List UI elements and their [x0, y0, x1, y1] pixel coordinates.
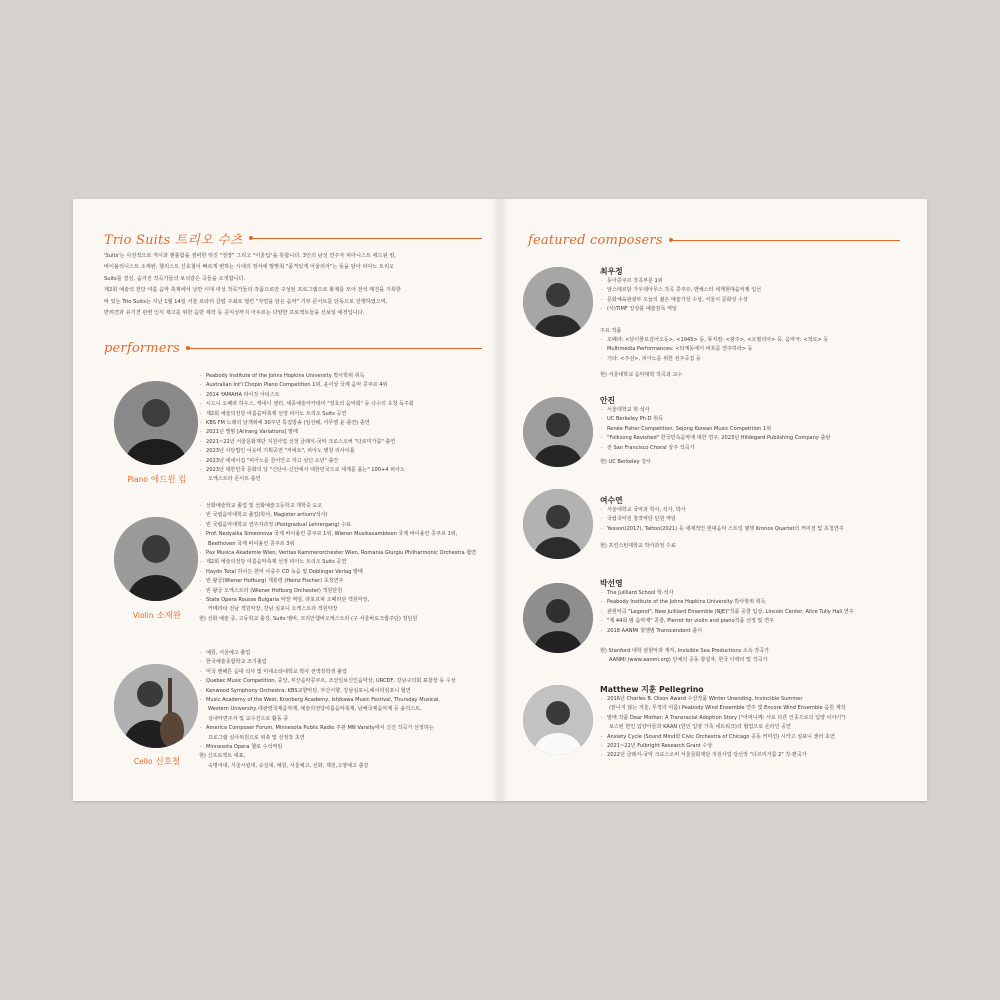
bio-item: · Haydn Total 하이든 현악 사중주 CD 녹음 및 Doblinger Verlag 발매: [199, 568, 476, 577]
pianist-role: [111, 473, 203, 485]
bio-item: · The Juilliard School 학·석사: [600, 589, 854, 598]
heading-rule: [249, 238, 482, 239]
bio-item: · 문화체육관광부 오늘의 젊은 예술가상 수상, 서울시 문화상 수상: [600, 296, 761, 305]
bio-item: · 2023년 에세이집 "피아노를 끌어안고 자고 싶던 소년" 출간: [199, 457, 414, 466]
bio-item: · 전 San Francisco Choral 상주 작곡가: [600, 444, 830, 453]
bio-item: · 암스테르담 가우데아무스 작곡 콩쿠르, 맨체스터 세계현대음악제 입선: [600, 286, 761, 295]
bio-item: · Australian Int'l Chopin Piano Competition 1위, 윤이상 국제 음악 콩쿠르 4위: [199, 381, 414, 390]
bio-item: · Yessori(2017), Tattoo(2021) 등 세계적인 현대음악 스트링 퀄텟 Kronos Quartet의 커미션 및 초청연주: [600, 525, 844, 534]
performers-title: performers: [104, 341, 180, 356]
works-label: 주요 작품: [600, 328, 622, 334]
bio-item: · 제2회 예술의전당 여름음악축제 선정 피아노 트리오 Suits 공연: [199, 558, 476, 567]
composer-current: 현) 프린스턴대학교 박사과정 수료: [600, 543, 676, 549]
bio-item: · UC Berkeley Ph.D 취득: [600, 415, 830, 424]
bio-item: · 예원, 서울예고 졸업: [199, 649, 456, 658]
intro-line: 반려견과 유기견 관련 인식 제고를 위한 음반 제작 등 공익성까지 아우르는 다양한 프로젝트들을 선보일 예정입니다.: [104, 310, 365, 317]
bio-item: · 2023년 대한민국 문화의 달 "신단이-신안에서 대한민국으로 세계를 품는" 100+4 피아노: [199, 466, 414, 475]
composer-photo: [523, 489, 593, 559]
composer-photo: [523, 397, 593, 467]
bio-item: · KBS FM 노래의 날개위에 30주년 특집방송 (임선혜, 사무엘 윤 출연) 출연: [199, 419, 414, 428]
bio-item: · 발매 작품 Dear Mother: A Transracial Adoption Story ("어머니께: 서로 다른 인종으로의 입양 이야기"): [600, 714, 846, 723]
cellist-role: [111, 755, 203, 767]
composer-bio: [600, 695, 846, 761]
bio-item: · Kenwood Symphony Orchestra, KBS교향악단, 부산시향, 강남심포니,헤이리심포니 협연: [199, 687, 456, 696]
cellist-bio: [199, 649, 456, 771]
composer-photo: [523, 267, 593, 337]
bio-item: Beethoven 국제 바이올린 콩쿠르 3위: [208, 540, 295, 547]
composer-photo: [523, 685, 593, 755]
composer-current: [600, 647, 769, 666]
work-item: · 오페라: <달이물로걸어오듯>, <1945> 등, 뮤지컬: <광주>, <오필리아> 등, 음악극: <적로> 등: [600, 336, 828, 345]
bio-current: 현) 선화 예술 중, 고등학교 출강, Suits 멤버, 코리안챔버오케스트라 (구 서울바로크합주단) 정단원: [199, 615, 418, 622]
bio-item: 오케스트라 콘서트 출연: [208, 476, 261, 483]
bio-item: 실내악연주자 및 교수진으로 활동 중: [208, 715, 289, 722]
violinist-role: [111, 609, 203, 621]
composer-name: 최우정: [600, 267, 623, 276]
bio-item: · Minnesota Opera 첼로 수석역임: [199, 743, 456, 752]
composer-name: Matthew 지훈 Pellegrino: [600, 685, 704, 694]
composer-bio: [600, 406, 830, 453]
bio-item: · 2014 YAMAHA 라이징 아티스트: [199, 391, 414, 400]
bio-item: · Prof. Nedyalka Simeonova 국제 바이올린 콩쿠르 1위, Wiener Musikasambleen 국제 바이올린 콩쿠르 1위,: [199, 530, 476, 539]
current-line: AANMI (www.aanmi.org) 단체의 공동 창설자, 한국 디렉터 및 작곡가: [609, 657, 768, 664]
intro-line: Suits를 결성, 숨겨진 작곡가들의 보석같은 곡들을 소개합니다.: [104, 275, 246, 282]
composer-photo: [523, 583, 593, 653]
composers-heading: [528, 233, 900, 248]
bio-item: · Pax Musica Akademie Wien, Veritas Kammerorchester Wien, Romania Giurgiu Philharmonic Orchestra 협연: [199, 549, 476, 558]
composer-bio: [600, 589, 854, 636]
bio-item: · "Folksong Revisited" 한국민속음악에 대한 연구, 2023년 Hildegard Publishing Company 출판: [600, 434, 830, 443]
work-item: · Multimedia Performances: <탁계동에서 바흐를 연주하라> 등: [600, 345, 828, 354]
performer-name: 소재완: [156, 611, 182, 621]
bio-item: · 빈 국립음악대학교 연주자과정 (Postgradual Lehrergang) 수료: [199, 521, 476, 530]
bio-item: · Peabody Institute of the Johns Hopkins University 박사학위 취득: [199, 372, 414, 381]
bio-item: Western University,대관령국제음악제, 예술의전당여름음악축제, 남해국제음악제 등 솔리스트,: [208, 706, 422, 713]
instrument-label: Cello: [133, 757, 153, 766]
bio-item: · 국립국악원 창작악단 단원 역임: [600, 515, 844, 524]
bio-item: · Renée Fisher Competition, Sejong Korean Music Competition 1위: [600, 425, 830, 434]
composer-name: 여수연: [600, 496, 623, 505]
bio-item: · 선화예술학교 졸업 및 선화예술고등학교 재학중 도오: [199, 502, 476, 511]
right-page: [500, 199, 927, 801]
bio-item: · 2021~22년 서울문화재단 지원사업 선정 클래식-국악 크로스오버 "다르미가름" 출연: [199, 438, 414, 447]
violinist-bio: [199, 502, 476, 624]
bio-item: · 2021년 앨범 [Arirang Variations] 발매: [199, 428, 414, 437]
bio-item: · 관현악곡 "Legend", New Juilliard Ensemble (NJE)"작품 공쿨 입상, Lincoln Center, Alice Tully Hall 연주: [600, 608, 854, 617]
composers-title: featured composers: [528, 233, 663, 248]
heading-rule: [186, 348, 482, 349]
intro-line: 'Suits'는 사전적으로 격식과 젠틀함을 겸비한 멋진 "정장" 그리고 "어울림"을 뜻합니다. 3인의 남성 연주자 피아니스트 에드윈 킴,: [104, 253, 397, 259]
bio-item: · 미국 맨해튼 음대 석사 및 미네소타대학교 박사 전액장학생 졸업: [199, 668, 456, 677]
intro-line: 바 있는 Trio Suits는 지난 1월 14일 서울 로타리 클럽 주최로 열린 "자연을 담은 음악" 기부 콘서트를 단독으로 진행하였으며,: [104, 298, 388, 305]
bio-item: · 서울대학교 학·석사: [600, 406, 830, 415]
bio-item: · State Opera Rousse Bulgaria 악장 역임, 라포르파 오페라단 객원악장,: [199, 596, 476, 605]
bio-item: (끝나지 않는 겨울, 무적의 여름) Peabody Wind Ensemble 연주 및 Encore Wind Ensemble 음원 제작: [609, 705, 846, 712]
bio-item: · 2016년 Charles B. Olson Award 수상작품 Winter Unending, Invincible Summer: [600, 695, 846, 704]
bio-item: · 빈 국립음악대학교 졸업(학사, Magister artium/석사): [199, 511, 476, 520]
performer-name: 에드윈 킴: [150, 475, 187, 485]
bio-item: · 빈 왕궁(Wiener Hofburg) 재통령 (Heinz Fischer) 초청연주: [199, 577, 476, 586]
composer-current: 현) 서울대학교 음악대학 작곡과 교수: [600, 372, 683, 378]
bio-item: · 시드니 오페라 하우스, 케네디 센터, 세종예술아카데미 "정호의 음악회" 등 다수의 초청 독주회: [199, 400, 414, 409]
trio-title-heading: [104, 229, 482, 248]
left-page: [73, 199, 499, 801]
composer-works: [600, 336, 828, 364]
trio-title: Trio Suits 트리오 수츠: [104, 233, 243, 248]
bio-current: 현) 신프로젝트 대표,: [199, 753, 246, 760]
composer-bio: [600, 277, 761, 315]
brochure-spread: [73, 199, 927, 801]
cellist-photo: [114, 664, 198, 748]
intro-line: 바이올리니스트 소재완, 첼리스트 신호철이 빠르게 변하는 시대의 정서에 발맞춰 "품격있게 어울리자"는 뜻을 담아 피아노 트리오: [104, 264, 395, 271]
bio-item: · 2023년 사단법인 어웃비 기획공연 "저에요", 피아노 병창 리사이틀: [199, 447, 414, 456]
composer-name: 안진: [600, 396, 616, 405]
bio-current: 숙명여대, 서울시립대, 숭실대, 예원, 서울예고, 선화, 계원,고양예고 출강: [208, 762, 369, 769]
bio-item: · 동아콩쿠르 작곡부문 1위: [600, 277, 761, 286]
bio-item: · 한국예술종합학교 조기졸업: [199, 658, 456, 667]
instrument-label: Violin: [132, 611, 154, 620]
bio-item: 보스턴 한인 입양아들과 KAAN (한인 입양 가족 네트워크)의 협업으로 온라인 공연: [609, 724, 791, 731]
intro-text: [104, 251, 482, 319]
composer-current: 현) UC Berkeley 강사: [600, 459, 652, 465]
bio-item: · "제 44회 범 음악제" 콩쿨, Pierrot for violin and piano작품 선정 및 연주: [600, 617, 854, 626]
bio-item: · Quebec Music Competition, 중앙, 부산음악콩쿠르, 조선일보신인음악상, URCDF, 강남구의회 표창장 등 수상: [199, 677, 456, 686]
bio-item: · Peabody Institute of the Johns Hopkins University 박사학위 취득: [600, 598, 854, 607]
pianist-photo: [114, 381, 198, 465]
heading-rule: [669, 240, 900, 241]
bio-item: · (사)TIMF 앙상블 예술감독 역임: [600, 305, 761, 314]
bio-item: · 2021~22년 Fulbright Research Grant 수상: [600, 742, 846, 751]
bio-item: · America Composer Forum, Minnesota Public Radio 주관 MN Varsity에서 신진 작곡가 선정하는: [199, 724, 456, 733]
intro-line: 제2회 예술의 전당 여름 음악 축제에서 낭만 시대 여성 작곡가들의 작품으로만 구성된 프로그램으로 화제를 모아 전석 매진을 기록한: [104, 287, 401, 294]
bio-item: · 2018 AANMI 첫앨범 Transcendent 출시: [600, 627, 854, 636]
composer-name: 박선영: [600, 579, 623, 588]
bio-item: 프로그램 심사위원으로 위촉 및 선정작 초연: [208, 734, 305, 741]
bio-item: · 빈 왕궁 오케스트라 (Wiener Hofburg Orchester) 객원단원: [199, 587, 476, 596]
performer-name: 신호철: [155, 757, 181, 767]
composer-bio: [600, 506, 844, 534]
bio-item: · Music Academy of the West, Kronberg Academy, Ishikawa Music Festival, Thursday Musical,: [199, 696, 456, 705]
instrument-label: Piano: [127, 475, 148, 484]
performers-heading: [104, 341, 482, 356]
current-line: 현) Stanford 대학 관현악과 재직, Invisible Sea Productions 소속 작곡가: [600, 648, 770, 654]
work-item: · 기타: <주선>, 피아노를 위한 전주곡집 등: [600, 355, 828, 364]
bio-item: · 2022년 클래식-국악 크로스오버 서울문화재단 지원사업 당선작 "다르미가름 2" 작·편곡가: [600, 751, 846, 760]
bio-item: · 서울대학교 국악과 학사, 석사, 박사: [600, 506, 844, 515]
violinist-photo: [114, 517, 198, 601]
pianist-bio: [199, 372, 414, 485]
bio-item: · 제2회 예술의전당 여름음악축제 선정 피아노 트리오 Suits 공연: [199, 410, 414, 419]
bio-item: 카메라타 전남 객원악장, 강남 심포니 오케스트라 객원악장: [208, 606, 338, 613]
bio-item: · Anxiety Cycle (Sound Mind와 Civic Orchestra of Chicago 공동 커미션) 시카고 심포니 센터 초연: [600, 733, 846, 742]
